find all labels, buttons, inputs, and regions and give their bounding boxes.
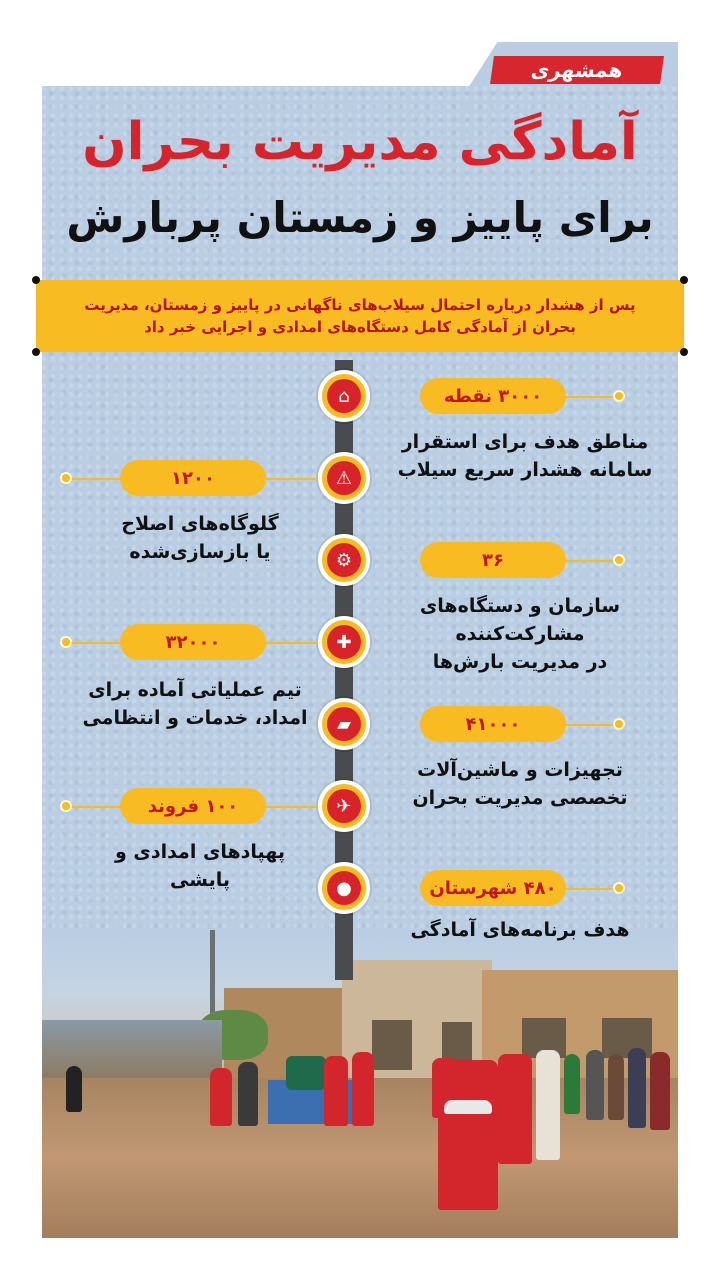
stat-value-pill: ۳۲۰۰۰	[120, 624, 266, 660]
stat-description	[390, 916, 650, 944]
desc-line: سازمان و دستگاه‌های مشارکت‌کننده	[419, 595, 621, 645]
desc-line: گلوگاه‌های اصلاح	[121, 513, 279, 535]
desc-line: سامانه هشدار سریع سیلاب	[397, 459, 653, 481]
drone-icon: ✈	[318, 780, 370, 832]
hamshahri-logo: همشهری	[490, 56, 664, 84]
banner-corner-dot	[32, 276, 40, 284]
subtitle: برای پاییز و زمستان پربارش	[66, 193, 654, 242]
stat-value-pill: ۴۸۰ شهرستان	[420, 870, 566, 906]
stat-value-pill: ۱۰۰ فروند	[120, 788, 266, 824]
rescue-team-icon: ✚	[318, 616, 370, 668]
banner-corner-dot	[680, 348, 688, 356]
banner-corner-dot	[32, 348, 40, 356]
intro-banner	[36, 280, 684, 352]
intro-text: پس از هشدار درباره احتمال سیلاب‌های ناگهانی در پاییز و زمستان، مدیریت بحران از آمادگی کامل دستگاه‌های امدادی و اجرایی خبر داد	[84, 296, 636, 336]
stat-description	[390, 428, 660, 484]
organizations-gear-icon: ⚙	[318, 534, 370, 586]
desc-line: امداد، خدمات و انتظامی	[82, 707, 308, 729]
stat-description	[90, 838, 310, 894]
stat-description	[70, 676, 320, 732]
desc-line: تیم عملیاتی آماده برای	[88, 679, 302, 701]
stat-description	[90, 510, 310, 566]
heavy-machinery-icon: ▰	[318, 698, 370, 750]
main-title: آمادگی مدیریت بحران	[82, 112, 638, 172]
stat-value-pill: ۱۲۰۰	[120, 460, 266, 496]
desc-line: هدف برنامه‌های آمادگی	[410, 919, 630, 941]
banner-corner-dot	[680, 276, 688, 284]
desc-line: تجهیزات و ماشین‌آلات	[417, 759, 623, 781]
stat-value-pill: ۳۶	[420, 542, 566, 578]
stat-description	[390, 756, 650, 812]
desc-line: یا بازسازی‌شده	[129, 541, 271, 563]
flood-house-icon: ⌂	[318, 370, 370, 422]
flood-warning-icon: ⚠	[318, 452, 370, 504]
stat-description	[370, 592, 670, 676]
stat-value-pill: ۴۱۰۰۰	[420, 706, 566, 742]
desc-line: تخصصی مدیریت بحران	[412, 787, 628, 809]
location-pin-icon: ●	[318, 862, 370, 914]
desc-line: مناطق هدف برای استقرار	[401, 431, 649, 453]
flood-rescue-photo	[42, 930, 678, 1238]
desc-line: پایشی	[170, 869, 230, 891]
desc-line: پهپادهای امدادی و	[114, 841, 285, 863]
stat-value-pill: ۳۰۰۰ نقطه	[420, 378, 566, 414]
desc-line: در مدیریت بارش‌ها	[432, 651, 608, 673]
